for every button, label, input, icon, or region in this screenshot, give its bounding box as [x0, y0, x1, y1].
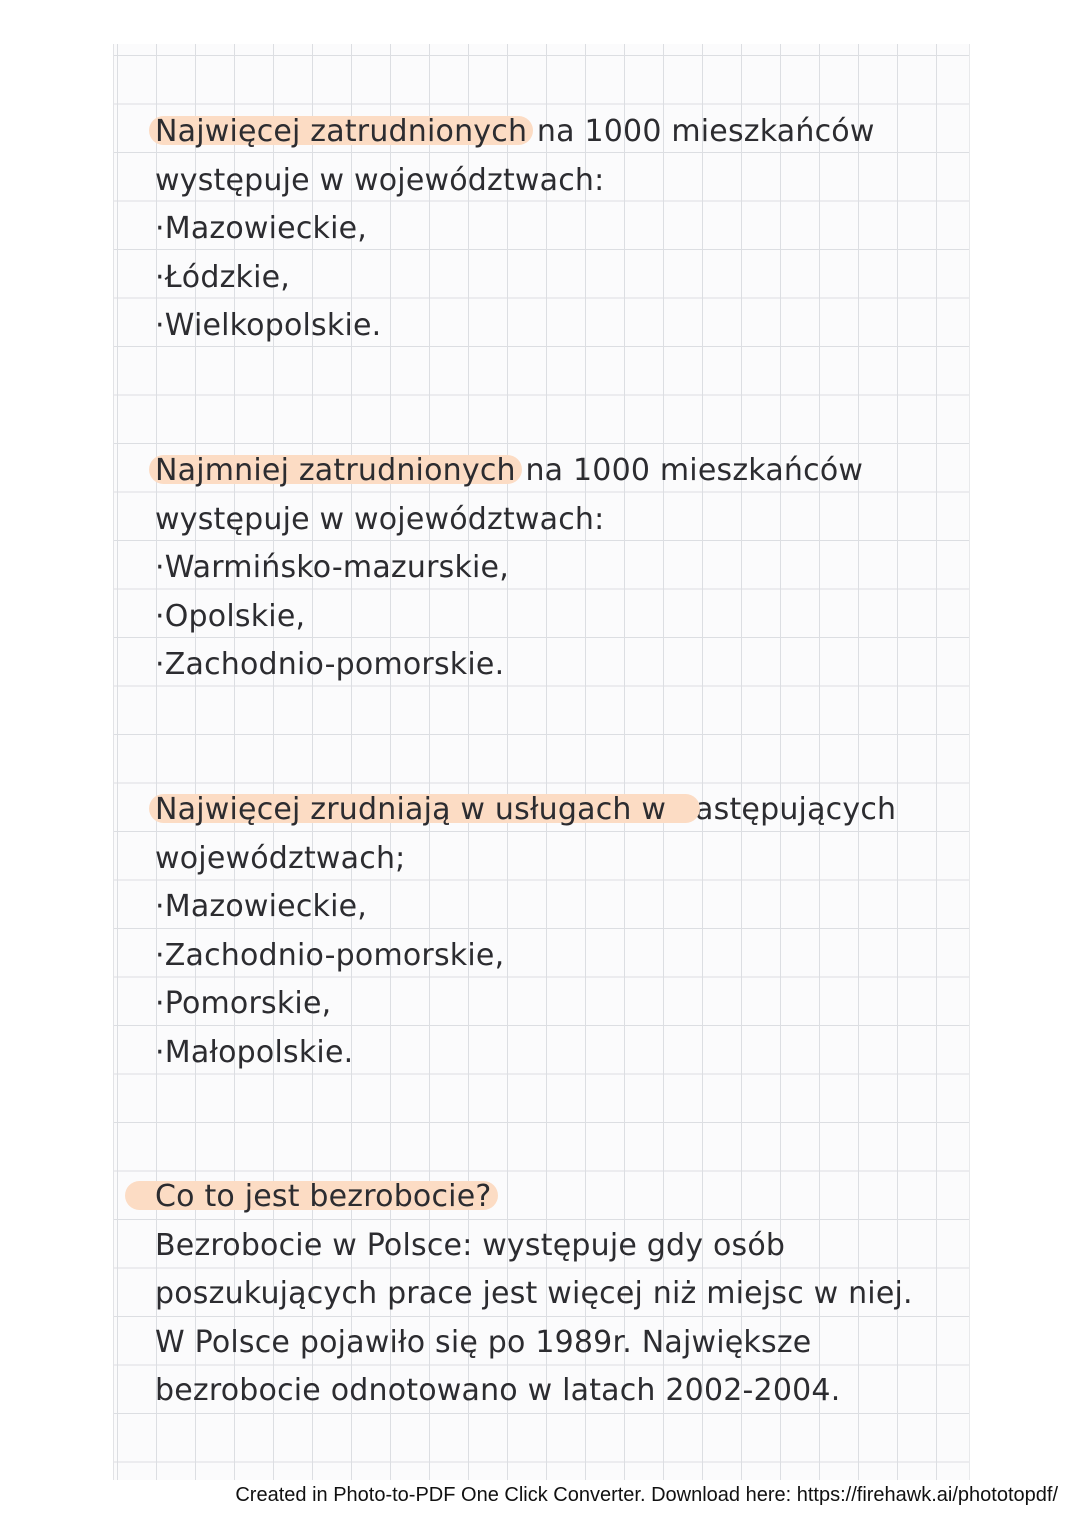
- heading-highlight: Najwięcej zrudniają w usługach w: [155, 792, 667, 827]
- section-heading: [155, 786, 949, 835]
- list-item: ·Zachodnio-pomorskie.: [155, 647, 505, 682]
- list-item: ·Małopolskie.: [155, 1034, 354, 1070]
- heading-rest: następujących: [666, 792, 897, 827]
- section-subheading: województwach;: [155, 840, 406, 876]
- list-item: ·Wielkopolskie.: [155, 308, 382, 343]
- section-employed-most: [155, 108, 949, 351]
- list-item: ·Pomorskie,: [155, 986, 332, 1021]
- section-subheading: występuje w województwach:: [155, 501, 605, 537]
- section-employed-least: [155, 447, 949, 690]
- heading-rest: na 1000 mieszkańców: [515, 453, 864, 488]
- section-heading: [155, 1173, 949, 1222]
- list-item: ·Warmińsko-mazurskie,: [155, 550, 509, 585]
- section-unemployment: [155, 1173, 949, 1416]
- paragraph-line: bezrobocie odnotowano w latach 2002-2004.: [155, 1373, 841, 1408]
- grid-paper-sheet: [113, 44, 970, 1480]
- heading-highlight: Najwięcej zatrudnionych: [155, 114, 528, 149]
- heading-highlight: Co to jest bezrobocie?: [155, 1179, 492, 1214]
- list-item: ·Łódzkie,: [155, 259, 291, 295]
- section-heading: [155, 108, 949, 157]
- paragraph-line: poszukujących prace jest więcej niż miejsc w niej.: [155, 1276, 913, 1311]
- converter-footer-note: Created in Photo-to-PDF One Click Converter. Download here: https://firehawk.ai/phototopdf/: [235, 1484, 1058, 1506]
- section-subheading: występuje w województwach:: [155, 162, 605, 198]
- paragraph-line: Bezrobocie w Polsce: występuje gdy osób: [155, 1227, 786, 1263]
- list-item: ·Zachodnio-pomorskie,: [155, 937, 505, 973]
- heading-highlight: Najmniej zatrudnionych: [155, 453, 516, 488]
- list-item: ·Opolskie,: [155, 598, 306, 634]
- section-heading: [155, 447, 949, 496]
- list-item: ·Mazowieckie,: [155, 211, 368, 246]
- paragraph-line: W Polsce pojawiło się po 1989r. Największe: [155, 1324, 812, 1360]
- section-services: [155, 786, 949, 1077]
- heading-rest: na 1000 mieszkańców: [527, 114, 875, 149]
- list-item: ·Mazowieckie,: [155, 889, 368, 924]
